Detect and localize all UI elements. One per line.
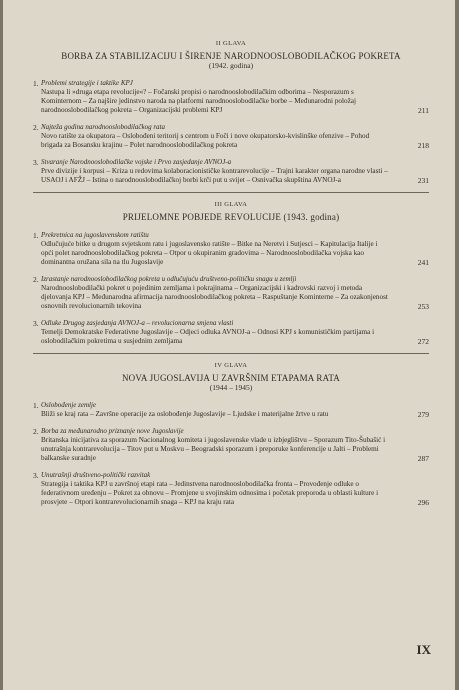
entry-title: Stvaranje Narodnooslobodilačke vojske i Prvo zasjedanje AVNOJ-a	[41, 158, 232, 166]
toc-entry	[33, 319, 429, 346]
entry-title: Prekretnica na jugoslavenskom ratištu	[41, 231, 149, 239]
entry-title: Problemi strategije i taktike KPJ	[41, 79, 133, 87]
toc-entry	[33, 123, 429, 150]
entry-title: Oslobođenje zemlje	[41, 401, 97, 409]
page-number: IX	[416, 642, 431, 657]
entry-number: 2.	[33, 427, 39, 436]
entry-page: 279	[417, 410, 429, 419]
entry-text: Britanska inicijativa za sporazum Nacionalnog komiteta i jugoslavenske vlade u izbjeglištvu – Sporazum Tito-Šubašić i unutrašnja kontrarevolucija – Titov put u Moskvu – Beogradski sporazum i preporuke konferencije u Jalti – Problemi balkanske suradnje	[41, 436, 386, 462]
book-page	[3, 0, 455, 690]
entry-page: 253	[417, 302, 429, 311]
entry-page: 211	[418, 106, 429, 115]
entry-number: 3.	[33, 319, 39, 328]
entry-number: 3.	[33, 158, 39, 167]
entry-title: Izrastanje narodnooslobodilačkog pokreta u odlučujuću društveno-političku snagu u zemlji	[41, 275, 297, 283]
entry-number: 2.	[33, 275, 39, 284]
chapter-label: II GLAVA	[215, 40, 247, 47]
toc-entry	[33, 158, 429, 185]
entry-text: Prve divizije i korpusi – Kriza u redovima kolaboracionističke kontrarevolucije – Trajni karakter organa narodne vlasti – USAOJ i AFŽJ – Istina o narodnooslobodilačkoj borbi krči put u svijet – Osnivačka skupština AVNOJ-a	[41, 167, 388, 184]
chapter-label: III GLAVA	[214, 201, 248, 208]
entry-page: 231	[417, 176, 429, 185]
entry-page: 272	[417, 337, 429, 346]
entry-title: Unutrašnji društveno-politički razvitak	[41, 471, 151, 479]
entry-number: 1.	[33, 401, 39, 410]
chapter-header	[33, 362, 429, 392]
toc-entry	[33, 401, 429, 419]
table-of-contents	[33, 40, 429, 507]
entry-text: Odlučujuće bitke u drugom svjetskom ratu i jugoslavensko ratište – Bitke na Neretvi i Sutjesci – Kapitulacija Italije i opći polet narodnooslobodilačkog pokreta – Otpor u okupiranim gradovima – Narodnooslobodilačka vojska kao dominantna oružana sila na tlu Jugoslavije	[41, 240, 378, 266]
toc-entry	[33, 275, 429, 311]
chapter-years: (1944 – 1945)	[209, 383, 253, 392]
entry-text: Bliži se kraj rata – Završne operacije za oslobođenje Jugoslavije – Ljudske i materijalne žrtve u ratu	[41, 410, 329, 418]
entry-text: Strategija i taktika KPJ u završnoj etapi rata – Jedinstvena narodnooslobodilačka fronta – Provođenje odluke o federativnom uređenju – Pokret za obnovu – Promjene u svojinskim odnosima i početak preporoda u oblasti kulture i prosvjete – Otpori kontrarevolucionarnih snaga – KPJ na kraju rata	[41, 480, 379, 506]
entry-title: Borba za međunarodno priznanje nove Jugoslavije	[41, 427, 184, 435]
entry-text: Temelji Demokratske Federativne Jugoslavije – Odjeci odluka AVNOJ-a – Odnosi KPJ s komunističkim partijama i oslobodilačkim pokretima u susjednim zemljama	[41, 328, 375, 345]
chapter-title: BORBA ZA STABILIZACIJU I ŠIRENJE NARODNOOSLOBODILAČKOG POKRETA	[61, 51, 401, 61]
entry-title: Najteža godina narodnooslobodilačkog rata	[41, 123, 165, 131]
chapter-title: NOVA JUGOSLAVIJA U ZAVRŠNIM ETAPAMA RATA	[121, 373, 341, 383]
entry-page: 296	[417, 498, 429, 507]
toc-entry	[33, 231, 429, 267]
chapter-label: IV GLAVA	[214, 362, 248, 369]
entry-number: 2.	[33, 123, 39, 132]
entry-text: Nastupa li »druga etapa revolucije«? – Fočanski propisi o narodnooslobodilačkim odborima – Nesporazum s Kominternom – Za najšire jedinstvo naroda na platformi narodnooslobodilačke borbe – Međunarodni položaj narodnooslobodilačkog pokreta – Organizacijski problemi KPJ	[41, 88, 356, 114]
chapter-header	[33, 40, 429, 70]
entry-page: 241	[417, 258, 429, 267]
entry-number: 3.	[33, 471, 39, 480]
chapter-years: (1942. godina)	[208, 61, 254, 70]
toc-entry	[33, 79, 429, 115]
entry-page: 218	[417, 141, 429, 150]
toc-entry	[33, 427, 429, 463]
entry-number: 1.	[33, 79, 39, 88]
entry-text: Novo ratište za okupatora – Oslobođeni teritorij s centrom u Foči i nove okupatorsko-kvislinške ofenzive – Pohod brigada za Bosansku krajinu – Polet narodnooslobodilačkog pokreta	[41, 132, 370, 149]
chapter-header	[33, 201, 429, 222]
toc-entry	[33, 471, 429, 507]
entry-number: 1.	[33, 231, 39, 240]
entry-page: 287	[417, 454, 429, 463]
entry-title: Odluke Drugog zasjedanja AVNOJ-a – revolucionarna smjena vlasti	[41, 319, 234, 327]
chapter-title: PRIJELOMNE POBJEDE REVOLUCIJE (1943. godina)	[122, 212, 340, 222]
entry-text: Narodnooslobodilački pokret u pojedinim zemljama i pokrajinama – Organizacijski i kadrovski razvoj i metoda djelovanja KPJ – Međunarodna afirmacija narodnooslobodilačkog pokreta – Raspuštanje Kominterne – Za ozakonjenost osnovnih revolucionarnih tekovina	[41, 284, 388, 310]
